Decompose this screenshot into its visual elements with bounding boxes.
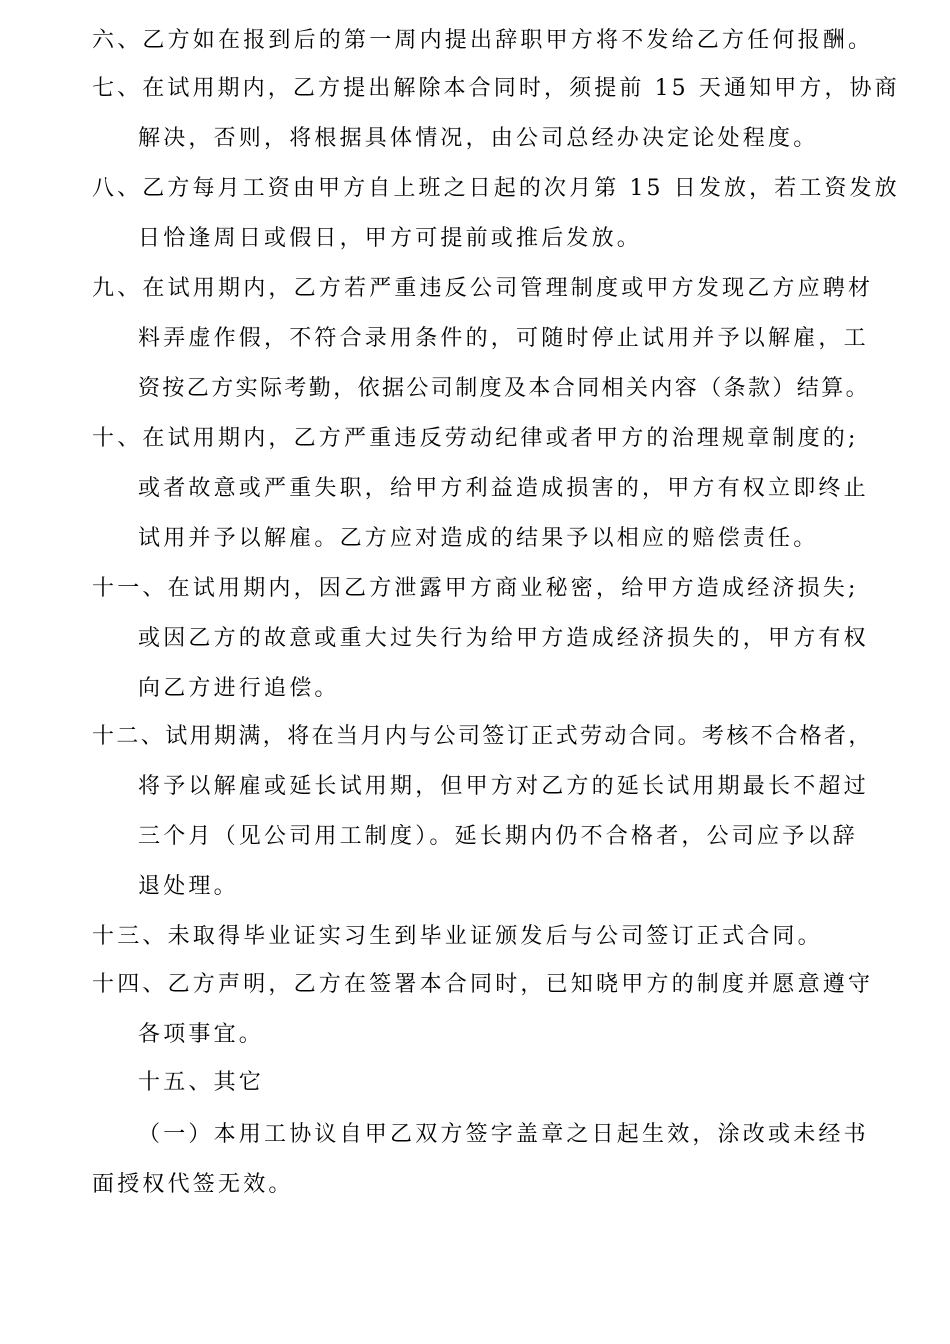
clause-line: 十、在试用期内，乙方严重违反劳动纪律或者甲方的治理规章制度的;: [92, 426, 859, 451]
clause-line: 料弄虚作假，不符合录用条件的，可随时停止试用并予以解雇，工: [138, 326, 869, 351]
clause-line: 六、乙方如在报到后的第一周内提出辞职甲方将不发给乙方任何报酬。: [92, 28, 874, 53]
clause-line: 将予以解雇或延长试用期，但甲方对乙方的延长试用期最长不超过: [138, 774, 869, 799]
clause-line: 退处理。: [138, 874, 239, 899]
clause-line: 日恰逢周日或假日，甲方可提前或推后发放。: [138, 226, 643, 251]
clause-line: （一）本用工协议自甲乙双方签字盖章之日起生效，涂改或未经书: [138, 1122, 869, 1147]
clause-line: 向乙方进行追偿。: [138, 676, 340, 701]
clause-line: 七、在试用期内，乙方提出解除本合同时，须提前 15 天通知甲方，协商: [92, 76, 900, 101]
clause-line: 八、乙方每月工资由甲方自上班之日起的次月第 15 日发放，若工资发放: [92, 176, 900, 201]
clause-line: 三个月（见公司用工制度）。延长期内仍不合格者，公司应予以辞: [138, 824, 858, 849]
clause-line: 十一、在试用期内，因乙方泄露甲方商业秘密，给甲方造成经济损失;: [92, 576, 859, 601]
clause-line: 十二、试用期满，将在当月内与公司签订正式劳动合同。考核不合格者，: [92, 724, 873, 749]
clause-line: 十三、未取得毕业证实习生到毕业证颁发后与公司签订正式合同。: [92, 924, 823, 949]
clause-line: 面授权代签无效。: [92, 1172, 294, 1197]
clause-line: 或者故意或严重失职，给甲方利益造成损害的，甲方有权立即终止: [138, 476, 869, 501]
clause-line: 解决，否则，将根据具体情况，由公司总经办决定论处程度。: [138, 126, 819, 151]
section-heading: 十五、其它: [138, 1070, 265, 1095]
clause-line: 试用并予以解雇。乙方应对造成的结果予以相应的赔偿责任。: [138, 526, 819, 551]
clause-line: 或因乙方的故意或重大过失行为给甲方造成经济损失的，甲方有权: [138, 626, 869, 651]
clause-line: 九、在试用期内，乙方若严重违反公司管理制度或甲方发现乙方应聘材: [92, 276, 874, 301]
clause-line: 各项事宜。: [138, 1022, 265, 1047]
clause-line: 资按乙方实际考勤，依据公司制度及本合同相关内容（条款）结算。: [138, 376, 871, 401]
clause-line: 十四、乙方声明，乙方在签署本合同时，已知晓甲方的制度并愿意遵守: [92, 972, 874, 997]
